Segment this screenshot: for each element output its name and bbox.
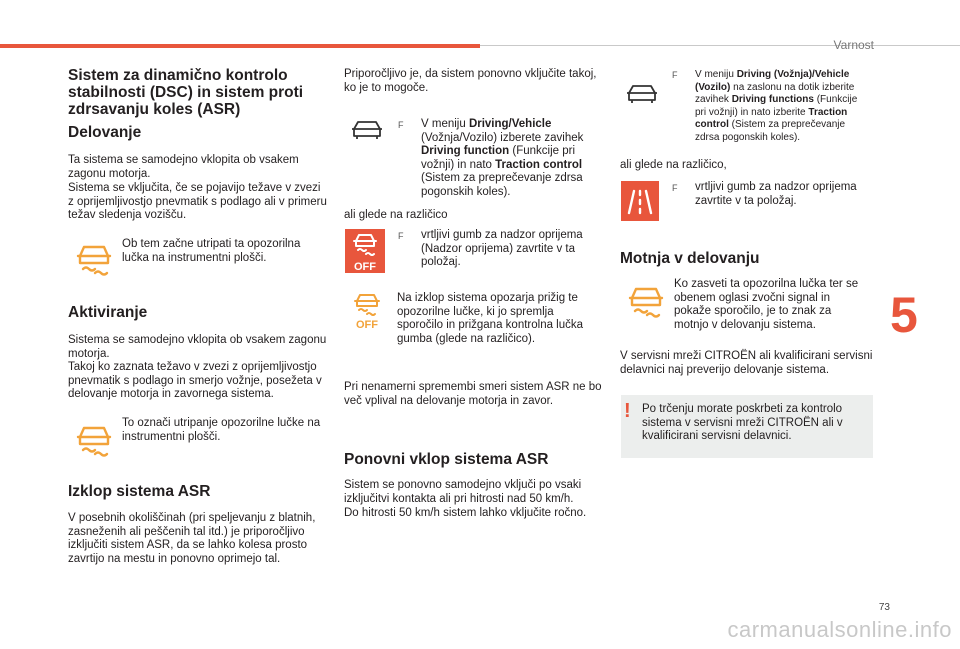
- delovanje-icon-text: Ob tem začne utripati ta opozorilna lučka na instrumentni plošči.: [122, 238, 301, 264]
- aktiviranje-icon-text: To označi utripanje opozorilne lučke na instrumentni plošči.: [122, 417, 321, 443]
- aktiviranje-p1: Sistema se samodejno vklopita ob vsakem zagonu motorja.: [68, 334, 327, 360]
- traction-off-button-icon: [345, 229, 385, 273]
- header-accent-bar: [0, 44, 480, 48]
- heading-motnja: Motnja v delovanju: [620, 250, 760, 267]
- ponovni-p1: Sistem se ponovno samodejno vključi po vsaki izključitvi kontakta ali pri hitrosti nad 50 km/h.: [344, 479, 582, 505]
- motnja-p1: V servisni mreži CITROËN ali kvalificirani servisni delavnici naj preverijo delovanje sistema.: [620, 350, 873, 376]
- reenable-intro: Priporočljivo je, da sistem ponovno vključite takoj, ko je to mogoče.: [344, 68, 597, 94]
- bullet-arrow-icon: F: [398, 231, 404, 241]
- heading-delovanje: Delovanje: [68, 124, 142, 141]
- skid-warning-icon: [74, 242, 114, 278]
- delovanje-p1: Ta sistema se samodejno vklopita ob vsakem zagonu motorja.: [68, 154, 299, 180]
- heading-ponovni-vklop: Ponovni vklop sistema ASR: [344, 451, 549, 468]
- page-title: Sistem za dinamično kontrolo stabilnosti (DSC) in sistem proti zdrsavanju koles (ASR): [68, 67, 304, 118]
- col2-step1: V meniju Driving/Vehicle (Vožnja/Vozilo) izberete zavihek Driving function (Funkcije pri vožnji) in nato Traction control (Sistem za preprečevanje zdrsa pogonskih koles).: [421, 118, 584, 198]
- lane-marking-button-icon: [621, 181, 659, 221]
- bullet-arrow-icon: F: [672, 183, 678, 193]
- skid-warning-icon: [626, 284, 666, 320]
- col2-fault-text: Pri nenamerni spremembi smeri sistem ASR ne bo več vplival na delovanje motorja in zavor.: [344, 381, 602, 407]
- skid-warning-icon: [74, 423, 114, 459]
- col2-off-text: Na izklop sistema opozarja prižig te opozorilne lučke, ki jo spremlja sporočilo in prižgana kontrolna lučka gumba (glede na različico).: [397, 292, 584, 345]
- car-menu-icon: [350, 118, 384, 142]
- off-label: OFF: [354, 261, 376, 273]
- watermark: carmanualsonline.info: [727, 617, 952, 642]
- exclamation-icon: !: [624, 400, 631, 422]
- heading-izklop: Izklop sistema ASR: [68, 483, 211, 500]
- heading-aktiviranje: Aktiviranje: [68, 304, 148, 321]
- bullet-arrow-icon: F: [672, 70, 678, 80]
- car-menu-icon: [625, 82, 659, 106]
- note-text: Po trčenju morate poskrbeti za kontrolo sistema v servisni mreži CITROËN ali v kvalificirani servisni delavnici.: [642, 403, 843, 442]
- motnja-icon-text: Ko zasveti ta opozorilna lučka ter se obenem oglasi zvočni signal in pokaže sporočilo, je to znak za motnjo v delovanju sistema.: [674, 278, 859, 331]
- izklop-p1: V posebnih okoliščinah (pri speljevanju z blatnih, zasneženih ali peščenih tal itd.) je priporočljivo izključiti sistem ASR, da se lahko kolesa prosto zavrtijo na mestu in ponovno oprimejo tal.: [68, 512, 316, 565]
- aktiviranje-p2: Takoj ko zaznata težavo v zvezi z oprijemljivostjo pnevmatik s podlago in smerjo vožnje, posežeta v delovanje motorja in zavornega sistema.: [68, 361, 322, 400]
- col2-step2: vrtljivi gumb za nadzor oprijema (Nadzor oprijema) zavrtite v ta položaj.: [421, 229, 583, 268]
- header-rule: [480, 45, 960, 46]
- delovanje-p2: Sistema se vključita, če se pojavijo težave v zvezi z oprijemljivostjo pnevmatik s podlago ali v primeru težav sledenja vozišču.: [68, 182, 327, 221]
- off-label: OFF: [356, 319, 378, 330]
- col3-or-version: ali glede na različico,: [620, 159, 727, 171]
- traction-off-warning-icon: [350, 290, 384, 330]
- col3-step2: vrtljivi gumb za nadzor oprijema zavrtite v ta položaj.: [695, 181, 857, 207]
- page-number: 73: [878, 602, 890, 613]
- col2-or-version: ali glede na različico: [344, 209, 448, 221]
- bullet-arrow-icon: F: [398, 120, 404, 130]
- ponovni-p2: Do hitrosti 50 km/h sistem lahko vključite ročno.: [344, 507, 587, 519]
- section-title: Varnost: [833, 38, 874, 52]
- chapter-number: 5: [890, 287, 918, 343]
- col3-step1: V meniju Driving (Vožnja)/Vehicle (Vozilo) na zaslonu na dotik izberite zavihek Driving functions (Funkcije pri vožnji) in nato izberite Traction control (Sistem za preprečevanje zdrsa pogonskih koles).: [695, 69, 858, 143]
